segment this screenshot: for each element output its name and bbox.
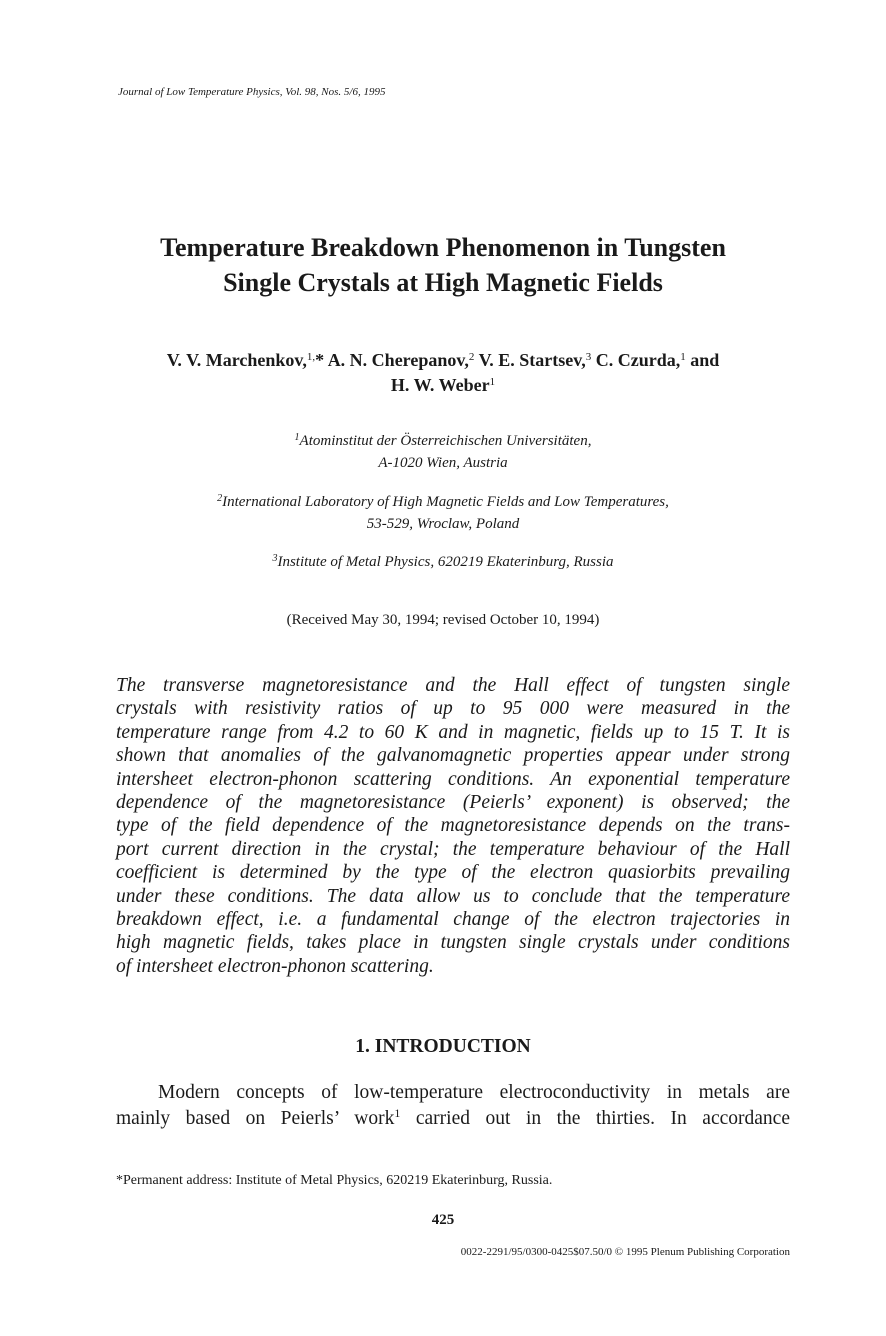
abstract-line: shown that anomalies of the galvanomagnetic properties appear under strong [116, 745, 790, 767]
author-affiliation-mark: 1 [489, 376, 496, 388]
affiliation-2 [0, 491, 886, 535]
affiliation-line: International Laboratory of High Magnetic Fields and Low Temperatures, [222, 494, 669, 510]
affiliation-1 [0, 430, 886, 474]
paper-title [0, 230, 886, 300]
author-affiliation-mark: 1 [680, 351, 686, 363]
abstract-line: of intersheet electron-phonon scattering. [116, 955, 434, 977]
intro-text: carried out in the thirties. In accordance [400, 1108, 790, 1129]
affiliation-3 [0, 551, 886, 573]
author-list [100, 348, 786, 398]
intro-line [116, 1106, 790, 1132]
abstract-line: breakdown effect, i.e. a fundamental change of the electron trajectories in [116, 908, 790, 930]
abstract-line: high magnetic fields, takes place in tungsten single crystals under conditions [116, 932, 790, 954]
abstract-line: coefficient is determined by the type of the electron quasiorbits prevailing [116, 862, 790, 884]
affiliation-line: A-1020 Wien, Austria [378, 455, 508, 471]
journal-citation: Journal of Low Temperature Physics, Vol. 98, Nos. 5/6, 1995 [118, 86, 386, 98]
author-separator: * [315, 350, 328, 370]
affiliation-mark: 2 [217, 493, 223, 504]
footnote: *Permanent address: Institute of Metal Physics, 620219 Ekaterinburg, Russia. [116, 1173, 553, 1188]
author-affiliation-mark: 3 [585, 351, 592, 363]
page-number: 425 [431, 1212, 455, 1228]
author-affiliation-mark: 1, [306, 351, 316, 363]
author-name: A. N. Cherepanov, [327, 350, 469, 370]
affiliation-line: Atominstitut der Österreichischen Universitäten, [299, 433, 592, 449]
affiliation-mark: 1 [294, 432, 300, 443]
received-dates: (Received May 30, 1994; revised October 10, 1994) [286, 612, 600, 628]
abstract [116, 674, 790, 978]
abstract-line: under these conditions. The data allow us to conclude that the temperature [116, 885, 790, 907]
copyright-line: 0022-2291/95/0300-0425$07.50/0 © 1995 Plenum Publishing Corporation [460, 1246, 790, 1258]
intro-paragraph [116, 1080, 790, 1132]
title-line-2: Single Crystals at High Magnetic Fields [223, 268, 663, 297]
abstract-line: port current direction in the crystal; the temperature behaviour of the Hall [116, 838, 790, 860]
abstract-line: The transverse magnetoresistance and the Hall effect of tungsten single [116, 675, 790, 696]
abstract-line: dependence of the magnetoresistance (Peierls’ exponent) is observed; the [116, 791, 790, 813]
abstract-line: temperature range from 4.2 to 60 K and in magnetic, fields up to 15 T. It is [116, 721, 790, 743]
author-affiliation-mark: 2 [468, 351, 475, 363]
affiliation-line: 53-529, Wroclaw, Poland [366, 516, 520, 532]
abstract-line: intersheet electron-phonon scattering conditions. An exponential temperature [116, 768, 790, 790]
affiliation-mark: 3 [272, 553, 278, 564]
reference-mark: 1 [394, 1106, 401, 1120]
author-name: V. E. Startsev, [478, 350, 586, 370]
author-separator: and [685, 350, 720, 370]
section-heading: 1. INTRODUCTION [355, 1036, 531, 1057]
abstract-line: crystals with resistivity ratios of up to 95 000 were measured in the [116, 698, 790, 720]
author-name: V. V. Marchenkov, [166, 350, 307, 370]
author-name: C. Czurda, [595, 350, 681, 370]
author-name: H. W. Weber [390, 375, 490, 395]
intro-line: Modern concepts of low-temperature electroconductivity in metals are [158, 1082, 790, 1103]
intro-text: mainly based on Peierls’ work [116, 1108, 395, 1129]
abstract-line: type of the field dependence of the magnetoresistance depends on the trans- [116, 815, 790, 837]
title-line-1: Temperature Breakdown Phenomenon in Tungsten [160, 233, 726, 262]
affiliation-line: Institute of Metal Physics, 620219 Ekaterinburg, Russia [277, 554, 614, 570]
